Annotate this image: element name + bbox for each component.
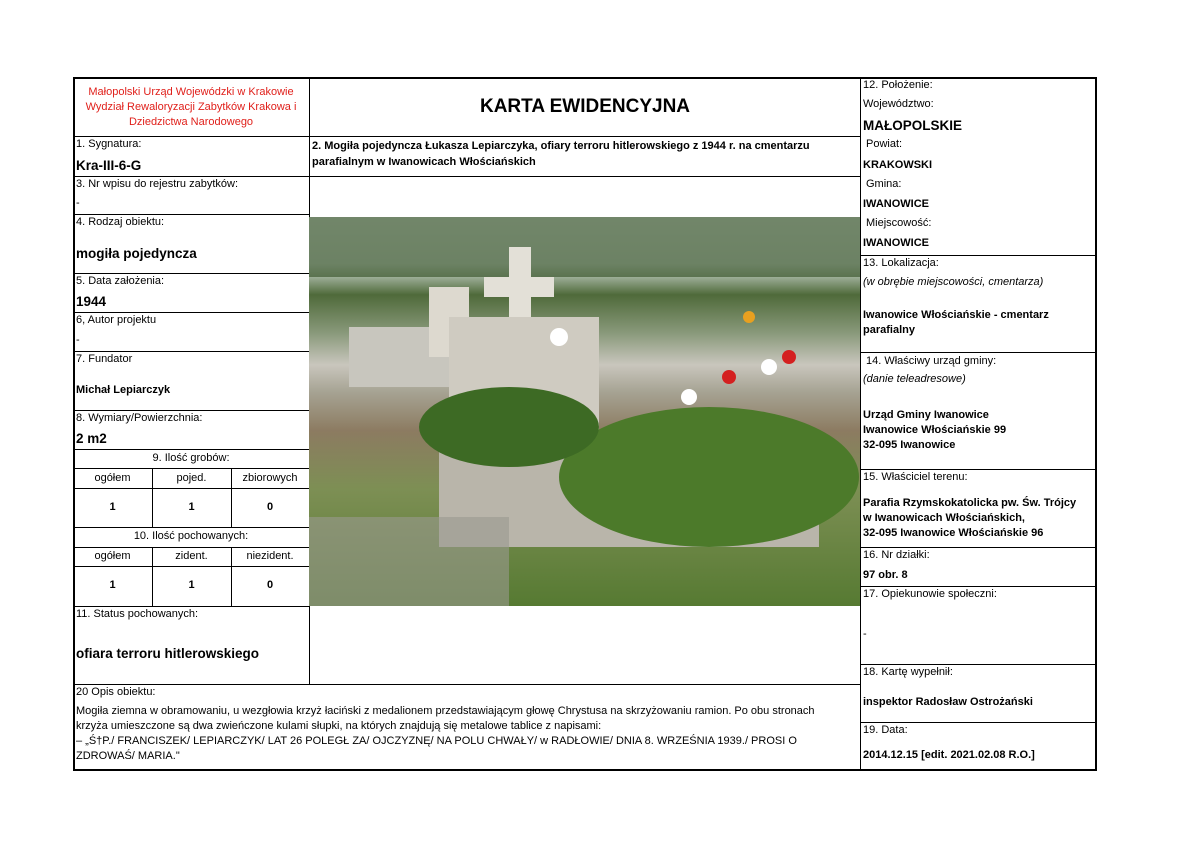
value-line: 32-095 Iwanowice [863,439,956,451]
cell-value: 0 [266,579,274,591]
object-name-line: Mogiła pojedyncza Łukasza Lepiarczyka, ofiary terroru hitlerowskiego z 1944 r. na cmentarzu [324,140,810,152]
divider [73,566,309,567]
field-label: 5. Data założenia: [76,275,165,287]
author-value: - [76,334,80,346]
field-label: 13. Lokalizacja: [863,257,939,269]
divider [73,410,309,411]
field-label: 20 Opis obiektu: [76,686,156,698]
divider [73,684,860,685]
divider [73,449,309,450]
institution-line: Małopolski Urząd Wojewódzki w Krakowie [88,86,294,98]
field-label: 9. Ilość grobów: [152,452,230,464]
register-value: - [76,197,80,209]
cell-value: 1 [109,501,116,513]
divider [860,77,861,771]
column-header: zident. [175,550,208,562]
date-filled-value: 2014.12.15 [edit. 2021.02.08 R.O.] [863,749,1035,761]
institution-line: Wydział Rewaloryzacji Zabytków Krakowa i [85,101,297,113]
description-line: krzyża umieszczone są dwa zwieńczone kulami słupki, na których znajdują się metalowe tablice z napisami: [76,720,602,732]
divider [860,586,1097,587]
divider [860,352,1097,353]
institution-line: Dziedzictwa Narodowego [128,116,254,128]
field-number: 2. [312,140,322,152]
column-header: niezident. [246,550,294,562]
field-label: 8. Wymiary/Powierzchnia: [76,412,203,424]
divider [73,176,860,177]
field-label: 11. Status pochowanych: [76,608,199,620]
value-line: 32-095 Iwanowice Włościańskie 96 [863,527,1044,539]
object-name [312,138,810,170]
description-line: – „Ś†P./ FRANCISZEK/ LEPIARCZYK/ LAT 26 POLEGŁ ZA/ OJCZYZNĘ/ NA POLU CHWAŁY/ w RADŁOWIE/ DNIA 8. WRZEŚNIA 1939./ PROSI O [76,735,797,747]
column-header: pojed. [176,472,207,484]
description-line: ZDROWAŚ/ MARIA." [76,750,180,762]
guardians-value: - [863,628,867,640]
locality-value: IWANOWICE [863,237,929,249]
cell-value: 1 [188,579,195,591]
value-line: Urząd Gminy Iwanowice [863,409,989,421]
location-value [863,308,1049,338]
voivodeship-value: MAŁOPOLSKIE [863,118,963,133]
cell-value: 1 [188,501,195,513]
divider [73,488,309,489]
description-line: Mogiła ziemna w obramowaniu, u wezgłowia krzyż łaciński z medalionem przedstawiającym głowę Chrystusa na skrzyżowaniu ramion. Po obu stronach [76,705,815,717]
column-header: ogółem [94,472,131,484]
object-type-value: mogiła pojedyncza [76,246,197,261]
description [76,704,815,764]
field-label: Miejscowość: [866,217,932,229]
signature-value: Kra-III-6-G [76,158,142,173]
office-value [863,408,1006,453]
divider [860,255,1097,256]
column-header: ogółem [94,550,131,562]
field-label: 1. Sygnatura: [76,138,142,150]
divider [860,547,1097,548]
divider [73,527,309,528]
owner-value [863,496,1076,541]
divider [73,214,309,215]
field-label: 6, Autor projektu [76,314,157,326]
founder-value: Michał Lepiarczyk [76,384,171,396]
object-name-line: parafialnym w Iwanowicach Włościańskich [312,156,536,168]
field-label: 12. Położenie: [863,79,933,91]
value-line: parafialny [863,324,915,336]
field-label: 15. Właściciel terenu: [863,471,968,483]
field-label: 17. Opiekunowie społeczni: [863,588,997,600]
field-label: 3. Nr wpisu do rejestru zabytków: [76,178,239,190]
divider [860,722,1097,723]
divider [73,547,309,548]
field-hint: (danie teleadresowe) [863,373,966,385]
field-label: Gmina: [866,178,902,190]
commune-value: IWANOWICE [863,198,929,210]
value-line: w Iwanowicach Włościańskich, [863,512,1025,524]
divider [73,273,309,274]
cell-value: 1 [109,579,116,591]
grave-photo [309,217,860,606]
value-line: Iwanowice Włościańskie - cmentarz [863,309,1049,321]
field-label: Województwo: [863,98,934,110]
status-value: ofiara terroru hitlerowskiego [76,646,260,661]
value-line: Iwanowice Włościańskie 99 [863,424,1007,436]
grave-illustration [309,217,860,606]
institution-name [75,85,307,130]
page-title: KARTA EWIDENCYJNA [479,96,691,117]
divider [73,606,309,607]
field-label: 16. Nr działki: [863,549,930,561]
field-label: 14. Właściwy urząd gminy: [866,355,997,367]
divider [73,312,309,313]
county-value: KRAKOWSKI [863,159,933,171]
author-value: inspektor Radosław Ostrożański [863,696,1033,708]
field-label: 10. Ilość pochowanych: [133,530,249,542]
field-label: 18. Kartę wypełnił: [863,666,953,678]
divider [860,469,1097,470]
plot-value: 97 obr. 8 [863,569,908,581]
field-label: 19. Data: [863,724,908,736]
divider [73,468,309,469]
field-hint: (w obrębie miejscowości, cmentarza) [863,276,1044,288]
cell-value: 0 [266,501,274,513]
divider [73,351,309,352]
column-header: zbiorowych [242,472,298,484]
field-label: 7. Fundator [76,353,133,365]
size-value: 2 m2 [76,431,107,446]
value-line: Parafia Rzymskokatolicka pw. Św. Trójcy [863,497,1077,509]
date-value: 1944 [76,294,107,309]
divider [860,664,1097,665]
field-label: Powiat: [866,138,903,150]
field-label: 4. Rodzaj obiektu: [76,216,165,228]
divider [73,136,860,137]
